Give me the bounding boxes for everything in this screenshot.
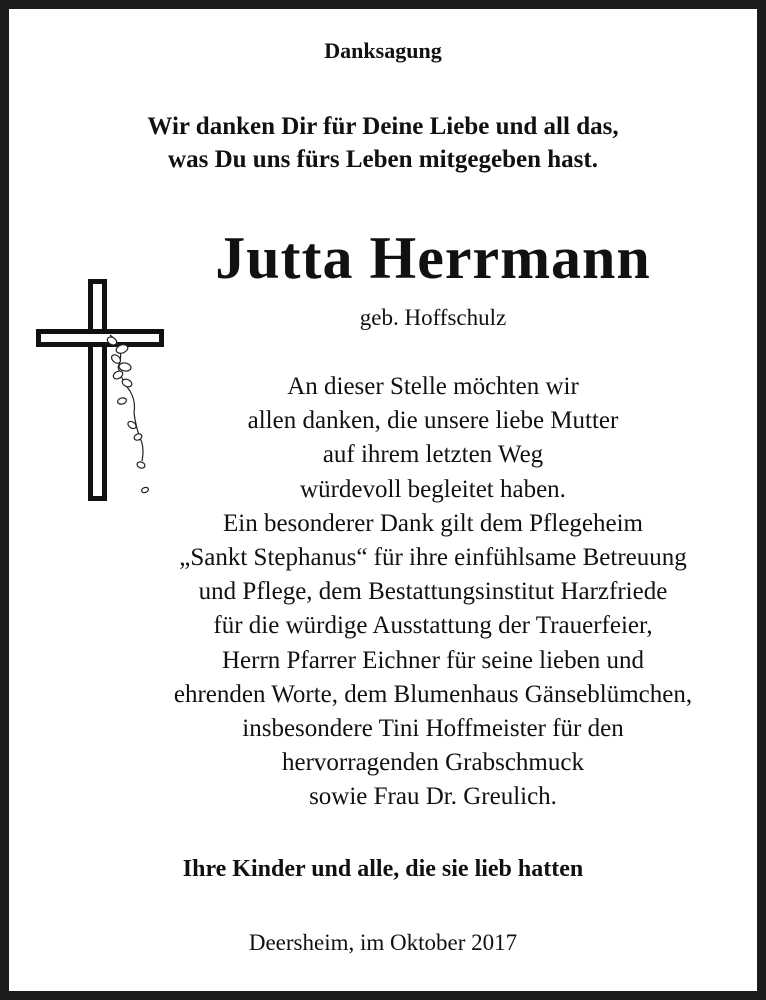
body-line: würdevoll begleitet haben.	[300, 475, 566, 503]
body-line: und Pflege, dem Bestattungsinstitut Harzfriede	[198, 578, 668, 606]
body-line: sowie Frau Dr. Greulich.	[309, 783, 557, 811]
motto-line: Wir danken Dir für Deine Liebe und all das,	[147, 113, 619, 140]
notice-heading: Danksagung	[324, 38, 442, 63]
body-line: auf ihrem letzten Weg	[322, 441, 544, 469]
body-line: Herrn Pfarrer Eichner für seine lieben und	[221, 646, 645, 674]
body-line: für die würdige Ausstattung der Trauerfeier,	[213, 612, 653, 640]
body-line: An dieser Stelle möchten wir	[287, 373, 579, 400]
body-line: „Sankt Stephanus“ für ihre einfühlsame Betreuung	[179, 544, 687, 572]
body-line: insbesondere Tini Hoffmeister für den	[242, 715, 624, 743]
body-line: Ein besonderer Dank gilt dem Pflegeheim	[222, 509, 644, 537]
signature: Ihre Kinder und alle, die sie lieb hatten	[182, 856, 584, 882]
motto	[0, 110, 766, 176]
body-line: hervorragenden Grabschmuck	[282, 749, 584, 777]
birth-name: geb. Hoffschulz	[359, 305, 507, 330]
acknowledgement-text	[100, 370, 766, 815]
deceased-name: Jutta Herrmann	[215, 225, 651, 291]
body-line: ehrenden Worte, dem Blumenhaus Gänseblümchen,	[173, 680, 693, 708]
body-line: allen danken, die unsere liebe Mutter	[247, 407, 619, 435]
motto-line: was Du uns fürs Leben mitgegeben hast.	[168, 146, 598, 173]
place-date: Deersheim, im Oktober 2017	[248, 930, 518, 955]
